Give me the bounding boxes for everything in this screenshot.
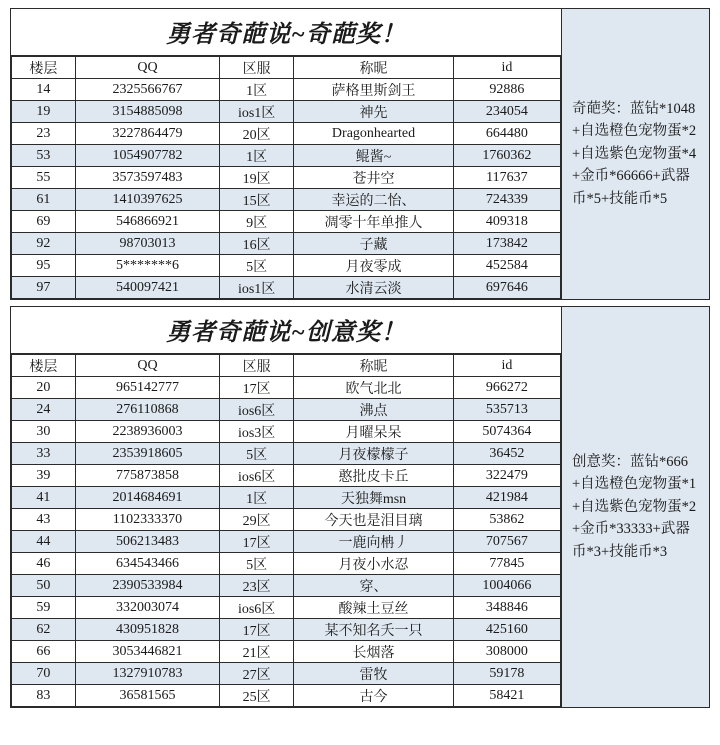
award-section-qipa: [10, 8, 710, 300]
cell-id: 77845: [453, 553, 560, 575]
cell-qq: 1054907782: [75, 145, 219, 167]
column-header-server: 区服: [220, 57, 294, 79]
cell-server: ios1区: [220, 101, 294, 123]
cell-server: 27区: [220, 663, 294, 685]
award-section-chuangyi: [10, 306, 710, 708]
cell-floor: 92: [12, 233, 76, 255]
column-header-nickname: 称昵: [294, 57, 454, 79]
prize-description: 奇葩奖：蓝钻*1048+自选橙色宠物蛋*2+自选紫色宠物蛋*4+金币*66666+武器币*5+技能币*5: [572, 100, 697, 207]
cell-nickname: 月夜檬檬子: [294, 443, 454, 465]
cell-nickname: 穿、: [294, 575, 454, 597]
cell-nickname: 某不知名夭一只: [294, 619, 454, 641]
cell-nickname: 酸辣土豆丝: [294, 597, 454, 619]
cell-qq: 1102333370: [75, 509, 219, 531]
cell-nickname: 水清云淡: [294, 277, 454, 299]
table-row: [12, 663, 561, 685]
cell-server: 21区: [220, 641, 294, 663]
cell-server: 1区: [220, 79, 294, 101]
table-row: [12, 487, 561, 509]
cell-id: 697646: [453, 277, 560, 299]
cell-qq: 276110868: [75, 399, 219, 421]
cell-id: 92886: [453, 79, 560, 101]
column-header-nickname: 称昵: [294, 355, 454, 377]
cell-nickname: 子藏: [294, 233, 454, 255]
cell-server: 1区: [220, 145, 294, 167]
cell-floor: 23: [12, 123, 76, 145]
cell-id: 452584: [453, 255, 560, 277]
table-row: [12, 233, 561, 255]
table-row: [12, 79, 561, 101]
cell-server: ios1区: [220, 277, 294, 299]
cell-qq: 540097421: [75, 277, 219, 299]
cell-nickname: 幸运的二怡、: [294, 189, 454, 211]
cell-floor: 66: [12, 641, 76, 663]
cell-server: 5区: [220, 553, 294, 575]
cell-server: 29区: [220, 509, 294, 531]
table-row: [12, 465, 561, 487]
table-row: [12, 509, 561, 531]
table-row: [12, 101, 561, 123]
cell-server: 25区: [220, 685, 294, 707]
cell-qq: 775873858: [75, 465, 219, 487]
award-table-qipa: [11, 56, 561, 299]
cell-floor: 95: [12, 255, 76, 277]
cell-id: 308000: [453, 641, 560, 663]
table-row: [12, 641, 561, 663]
cell-nickname: 天独舞msn: [294, 487, 454, 509]
cell-nickname: 月夜小水忍: [294, 553, 454, 575]
cell-nickname: 苍井空: [294, 167, 454, 189]
cell-id: 724339: [453, 189, 560, 211]
cell-nickname: 憨批皮卡丘: [294, 465, 454, 487]
cell-server: ios6区: [220, 399, 294, 421]
cell-floor: 70: [12, 663, 76, 685]
cell-nickname: 神先: [294, 101, 454, 123]
cell-qq: 1410397625: [75, 189, 219, 211]
cell-nickname: 月夜零成: [294, 255, 454, 277]
cell-qq: 3573597483: [75, 167, 219, 189]
award-title-qipa: 勇者奇葩说~奇葩奖！: [11, 9, 561, 56]
cell-nickname: 今天也是泪目璃: [294, 509, 454, 531]
cell-floor: 33: [12, 443, 76, 465]
cell-qq: 634543466: [75, 553, 219, 575]
cell-floor: 55: [12, 167, 76, 189]
table-row: [12, 399, 561, 421]
cell-id: 1004066: [453, 575, 560, 597]
cell-server: 16区: [220, 233, 294, 255]
cell-server: ios6区: [220, 597, 294, 619]
cell-floor: 46: [12, 553, 76, 575]
cell-qq: 3227864479: [75, 123, 219, 145]
table-row: [12, 167, 561, 189]
prize-panel-chuangyi: [561, 307, 709, 707]
column-header-floor: 楼层: [12, 355, 76, 377]
cell-id: 421984: [453, 487, 560, 509]
cell-server: 9区: [220, 211, 294, 233]
cell-qq: 2353918605: [75, 443, 219, 465]
cell-nickname: 雷牧: [294, 663, 454, 685]
table-row: [12, 421, 561, 443]
table-header-row: [12, 57, 561, 79]
table-header-row: [12, 355, 561, 377]
award-section-chuangyi-content: [11, 307, 561, 707]
column-header-id: id: [453, 355, 560, 377]
award-section-qipa-content: [11, 9, 561, 299]
table-row: [12, 443, 561, 465]
cell-floor: 53: [12, 145, 76, 167]
table-row: [12, 377, 561, 399]
table-row: [12, 145, 561, 167]
cell-qq: 2238936003: [75, 421, 219, 443]
award-table-chuangyi: [11, 354, 561, 707]
cell-server: 5区: [220, 255, 294, 277]
cell-nickname: 鲲酱~: [294, 145, 454, 167]
table-row: [12, 189, 561, 211]
prize-description: 创意奖：蓝钻*666+自选橙色宠物蛋*1+自选紫色宠物蛋*2+金币*33333+武器币*3+技能币*3: [572, 453, 697, 560]
cell-qq: 332003074: [75, 597, 219, 619]
cell-floor: 50: [12, 575, 76, 597]
cell-id: 59178: [453, 663, 560, 685]
cell-id: 966272: [453, 377, 560, 399]
cell-floor: 30: [12, 421, 76, 443]
column-header-qq: QQ: [75, 355, 219, 377]
prize-panel-qipa: [561, 9, 709, 299]
cell-id: 707567: [453, 531, 560, 553]
cell-server: 17区: [220, 531, 294, 553]
cell-server: ios3区: [220, 421, 294, 443]
cell-id: 58421: [453, 685, 560, 707]
table-row: [12, 553, 561, 575]
cell-floor: 20: [12, 377, 76, 399]
cell-floor: 97: [12, 277, 76, 299]
cell-qq: 2325566767: [75, 79, 219, 101]
column-header-id: id: [453, 57, 560, 79]
cell-floor: 14: [12, 79, 76, 101]
cell-id: 425160: [453, 619, 560, 641]
cell-id: 348846: [453, 597, 560, 619]
cell-qq: 3053446821: [75, 641, 219, 663]
cell-floor: 41: [12, 487, 76, 509]
cell-qq: 98703013: [75, 233, 219, 255]
cell-floor: 24: [12, 399, 76, 421]
cell-id: 664480: [453, 123, 560, 145]
cell-nickname: 长烟落: [294, 641, 454, 663]
cell-server: 17区: [220, 619, 294, 641]
cell-server: 5区: [220, 443, 294, 465]
cell-server: 15区: [220, 189, 294, 211]
cell-floor: 39: [12, 465, 76, 487]
cell-id: 5074364: [453, 421, 560, 443]
cell-server: 1区: [220, 487, 294, 509]
table-row: [12, 575, 561, 597]
cell-id: 53862: [453, 509, 560, 531]
table-row: [12, 255, 561, 277]
table-row: [12, 531, 561, 553]
cell-qq: 3154885098: [75, 101, 219, 123]
table-row: [12, 123, 561, 145]
cell-floor: 59: [12, 597, 76, 619]
cell-id: 535713: [453, 399, 560, 421]
cell-floor: 69: [12, 211, 76, 233]
cell-floor: 44: [12, 531, 76, 553]
cell-nickname: 萨格里斯剑王: [294, 79, 454, 101]
column-header-qq: QQ: [75, 57, 219, 79]
table-row: [12, 685, 561, 707]
cell-qq: 2390533984: [75, 575, 219, 597]
cell-floor: 19: [12, 101, 76, 123]
cell-floor: 43: [12, 509, 76, 531]
cell-floor: 62: [12, 619, 76, 641]
cell-qq: 2014684691: [75, 487, 219, 509]
table-row: [12, 211, 561, 233]
cell-qq: 1327910783: [75, 663, 219, 685]
cell-id: 409318: [453, 211, 560, 233]
cell-nickname: 月曜呆呆: [294, 421, 454, 443]
cell-nickname: 一鹿向柟丿: [294, 531, 454, 553]
cell-id: 322479: [453, 465, 560, 487]
award-title-chuangyi: 勇者奇葩说~创意奖！: [11, 307, 561, 354]
cell-id: 173842: [453, 233, 560, 255]
cell-nickname: 沸点: [294, 399, 454, 421]
table-row: [12, 619, 561, 641]
cell-qq: 546866921: [75, 211, 219, 233]
cell-qq: 965142777: [75, 377, 219, 399]
cell-floor: 83: [12, 685, 76, 707]
cell-id: 117637: [453, 167, 560, 189]
cell-id: 1760362: [453, 145, 560, 167]
cell-nickname: 凋零十年单推人: [294, 211, 454, 233]
cell-nickname: Dragonhearted: [294, 123, 454, 145]
cell-server: 23区: [220, 575, 294, 597]
cell-qq: 506213483: [75, 531, 219, 553]
table-row: [12, 597, 561, 619]
cell-server: 20区: [220, 123, 294, 145]
cell-server: ios6区: [220, 465, 294, 487]
cell-nickname: 欧气北北: [294, 377, 454, 399]
cell-server: 19区: [220, 167, 294, 189]
cell-qq: 430951828: [75, 619, 219, 641]
cell-id: 36452: [453, 443, 560, 465]
cell-qq: 5*******6: [75, 255, 219, 277]
column-header-floor: 楼层: [12, 57, 76, 79]
table-row: [12, 277, 561, 299]
cell-server: 17区: [220, 377, 294, 399]
cell-id: 234054: [453, 101, 560, 123]
cell-nickname: 古今: [294, 685, 454, 707]
cell-floor: 61: [12, 189, 76, 211]
cell-qq: 36581565: [75, 685, 219, 707]
column-header-server: 区服: [220, 355, 294, 377]
